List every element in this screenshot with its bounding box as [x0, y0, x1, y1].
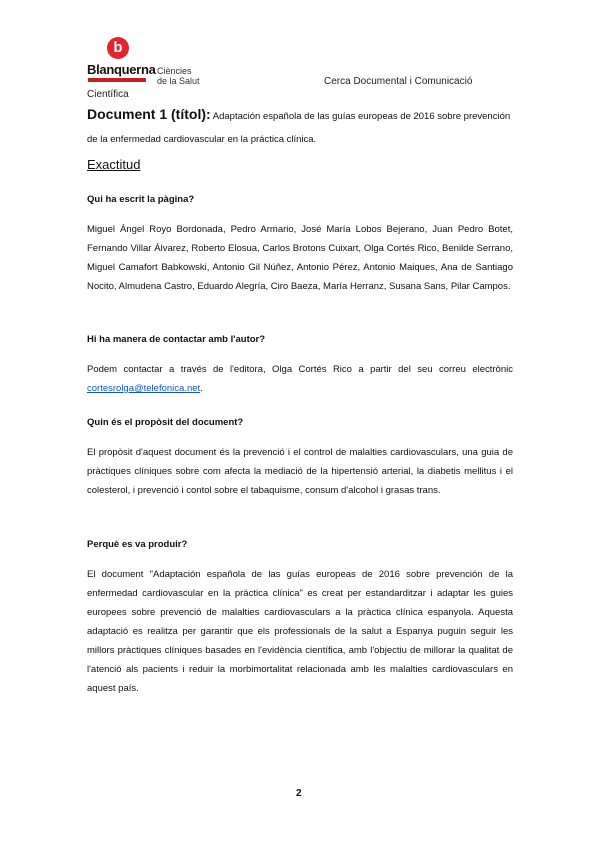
question-heading: Qui ha escrit la pàgina? [87, 194, 195, 205]
question-heading: Perquè es va produir? [87, 539, 188, 550]
header-department-continuation: Científica [87, 89, 129, 100]
brand-tagline-line2: de la Salut [157, 76, 200, 86]
author-email-link[interactable]: cortesrolga@telefonica.net [87, 383, 201, 394]
answer-paragraph: El propòsit d'aquest document és la prevenció i el control de malalties cardiovasculars, una guia de pràctiques clíniques sobre com afecta la mediació de la hipertensió arterial, la diabetis mellitus i el colesterol, i prevenció i contol sobre el tabaquisme, consum d'alcohol i grasas trans. [87, 447, 513, 496]
answer-paragraph: Miguel Ángel Royo Bordonada, Pedro Armario, José María Lobos Bejerano, Juan Pedro Botet, Fernando Villar Álvarez, Roberto Elosua, Carlos Brotons Cuixart, Olga Cortés Rico, Benilde Serrano, Miguel Camafort Babkowski, Antonio Gil Núñez, Antonio Pérez, Antonio Maiques, Ana de Santiago Nocito, Almudena Castro, Eduardo Alegría, Ciro Baeza, María Herranz, Susana Sans, Pilar Campos. [87, 224, 513, 292]
question-heading: Hi ha manera de contactar amb l'autor? [87, 334, 266, 345]
page-number: 2 [296, 788, 302, 799]
section-heading: Exactitud [87, 157, 141, 172]
answer-text: Podem contactar a través de l'editora, Olga Cortés Rico a partir del seu correu electrònic [87, 364, 513, 375]
brand-tagline-line1: Ciències [157, 66, 192, 76]
question-heading: Quin és el propòsit del document? [87, 417, 244, 428]
document-title [87, 103, 517, 151]
logo-letter: b [113, 39, 123, 56]
brand-underline [88, 78, 146, 82]
blanquerna-logo-icon [107, 37, 129, 59]
title-text: Adaptación española de las guías europeas de 2016 sobre prevención de la enfermedad cardiovascular en la práctica clínica. [87, 111, 511, 145]
answer-paragraph: El document "Adaptación española de las guías europeas de 2016 sobre prevención de la enfermedad cardiovascular en la práctica clínica" es creat per estandarditzar i adaptar les guies europees sobre prevenció de malalties cardiovasculars a la pràctica clínica espanyola. Aquesta adaptació es realitza per garantir que els professionals de la salut a Espanya puguin seguir les millors pràctiques clíniques basades en l'evidència científica, amb l'objectiu de millorar la qualitat de l'atenció als pacients i reduir la morbimortalitat relacionada amb les malalties cardiovasculars en aquest país. [87, 569, 513, 694]
answer-punctuation: . [200, 383, 203, 394]
header-department: Cerca Documental i Comunicació [324, 76, 473, 87]
brand-name: Blanquerna [87, 62, 156, 77]
answer-paragraph [87, 360, 513, 398]
title-lead: Document 1 (títol): [87, 106, 211, 122]
